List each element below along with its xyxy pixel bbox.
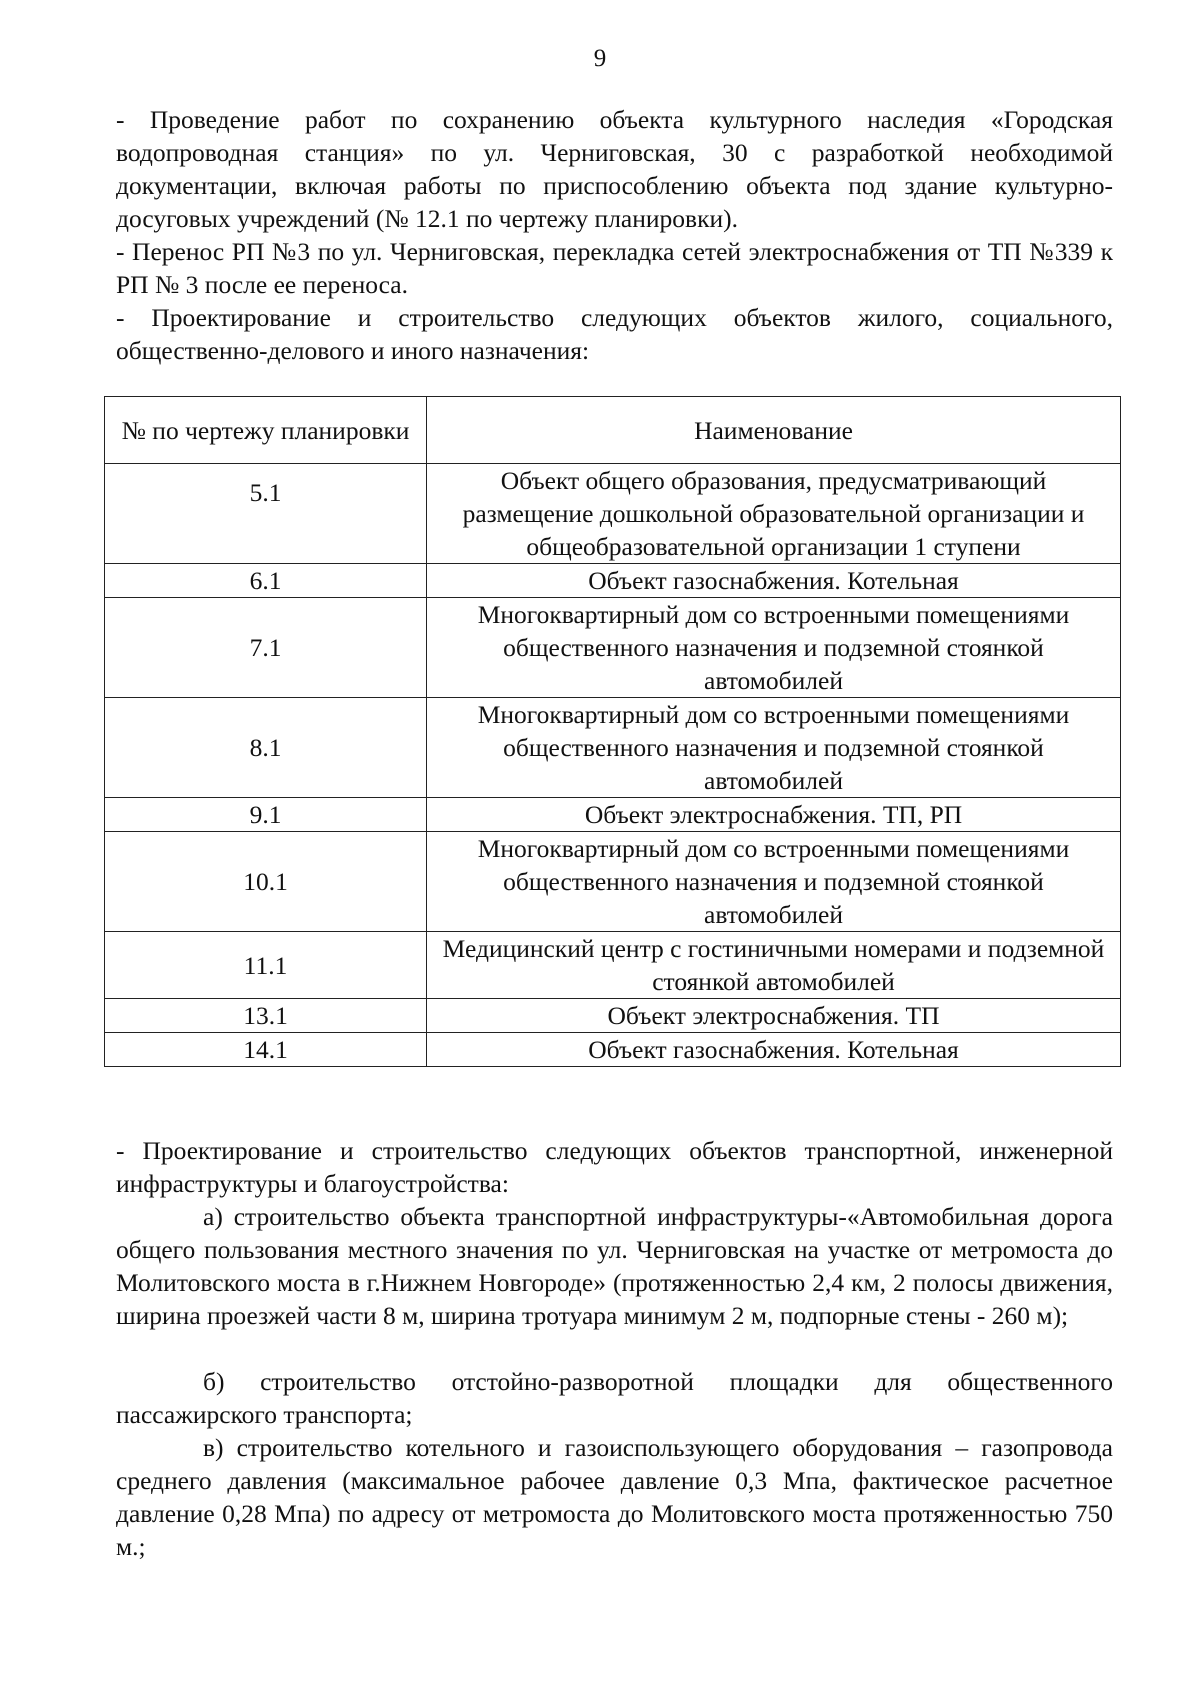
table-row: [105, 932, 1121, 999]
paragraph-infrastructure-intro: - Проектирование и строительство следующих объектов транспортной, инженерной инфраструктуры и благоустройства:: [116, 1136, 1113, 1198]
row-number: 7.1: [105, 598, 427, 698]
table-header-row: [105, 397, 1121, 464]
header-name: Наименование: [427, 397, 1121, 464]
paragraph-item-c-gas: в) строительство котельного и газоиспользующего оборудования – газопровода среднего давления (максимальное рабочее давление 0,3 Мпа, фактическое расчетное давление 0,28 Мпа) по адресу от метромоста до Молитовского моста протяженностью 750 м.;: [116, 1433, 1113, 1561]
row-name: Объект газоснабжения. Котельная: [427, 1033, 1121, 1067]
row-name: Медицинский центр с гостиничными номерами и подземной стоянкой автомобилей: [427, 932, 1121, 999]
paragraph-item-a-road: а) строительство объекта транспортной инфраструктуры-«Автомобильная дорога общего пользования местного значения по ул. Черниговская на участке от метромоста до Молитовского моста в г.Нижнем Новгороде» (протяженностью 2,4 км, 2 полосы движения, ширина проезжей части 8 м, ширина тротуара минимум 2 м, подпорные стены - 260 м);: [116, 1202, 1113, 1330]
row-name: Многоквартирный дом со встроенными помещениями общественного назначения и подземной стоянкой автомобилей: [427, 698, 1121, 798]
row-number: 11.1: [105, 932, 427, 999]
table-row: [105, 798, 1121, 832]
paragraph-objects-intro: - Проектирование и строительство следующих объектов жилого, социального, общественно-делового и иного назначения:: [116, 303, 1113, 365]
row-number: 9.1: [105, 798, 427, 832]
row-name: Объект электроснабжения. ТП: [427, 999, 1121, 1033]
row-number: 13.1: [105, 999, 427, 1033]
table-row: [105, 999, 1121, 1033]
table-row: [105, 464, 1121, 564]
row-number: 5.1: [105, 464, 427, 564]
paragraph-rp-transfer: - Перенос РП №3 по ул. Черниговская, перекладка сетей электроснабжения от ТП №339 к РП № 3 после ее переноса.: [116, 237, 1113, 299]
objects-table: [104, 396, 1121, 1067]
table-row: [105, 564, 1121, 598]
row-number: 10.1: [105, 832, 427, 932]
row-number: 14.1: [105, 1033, 427, 1067]
table-row: [105, 832, 1121, 932]
row-name: Многоквартирный дом со встроенными помещениями общественного назначения и подземной стоянкой автомобилей: [427, 832, 1121, 932]
paragraph-item-b-turnaround: б) строительство отстойно-разворотной площадки для общественного пассажирского транспорта;: [116, 1367, 1113, 1429]
header-number: № по чертежу планировки: [105, 397, 427, 464]
row-number: 6.1: [105, 564, 427, 598]
row-name: Многоквартирный дом со встроенными помещениями общественного назначения и подземной стоянкой автомобилей: [427, 598, 1121, 698]
table-row: [105, 598, 1121, 698]
row-name: Объект газоснабжения. Котельная: [427, 564, 1121, 598]
table-row: [105, 698, 1121, 798]
paragraph-heritage-works: - Проведение работ по сохранению объекта культурного наследия «Городская водопроводная станция» по ул. Черниговская, 30 с разработкой необходимой документации, включая работы по приспособлению объекта под здание культурно-досуговых учреждений (№ 12.1 по чертежу планировки).: [116, 105, 1113, 233]
row-name: Объект электроснабжения. ТП, РП: [427, 798, 1121, 832]
page-number: 9: [593, 45, 607, 72]
row-name: Объект общего образования, предусматривающий размещение дошкольной образовательной организации и общеобразовательной организации 1 ступени: [427, 464, 1121, 564]
row-number: 8.1: [105, 698, 427, 798]
table-row: [105, 1033, 1121, 1067]
